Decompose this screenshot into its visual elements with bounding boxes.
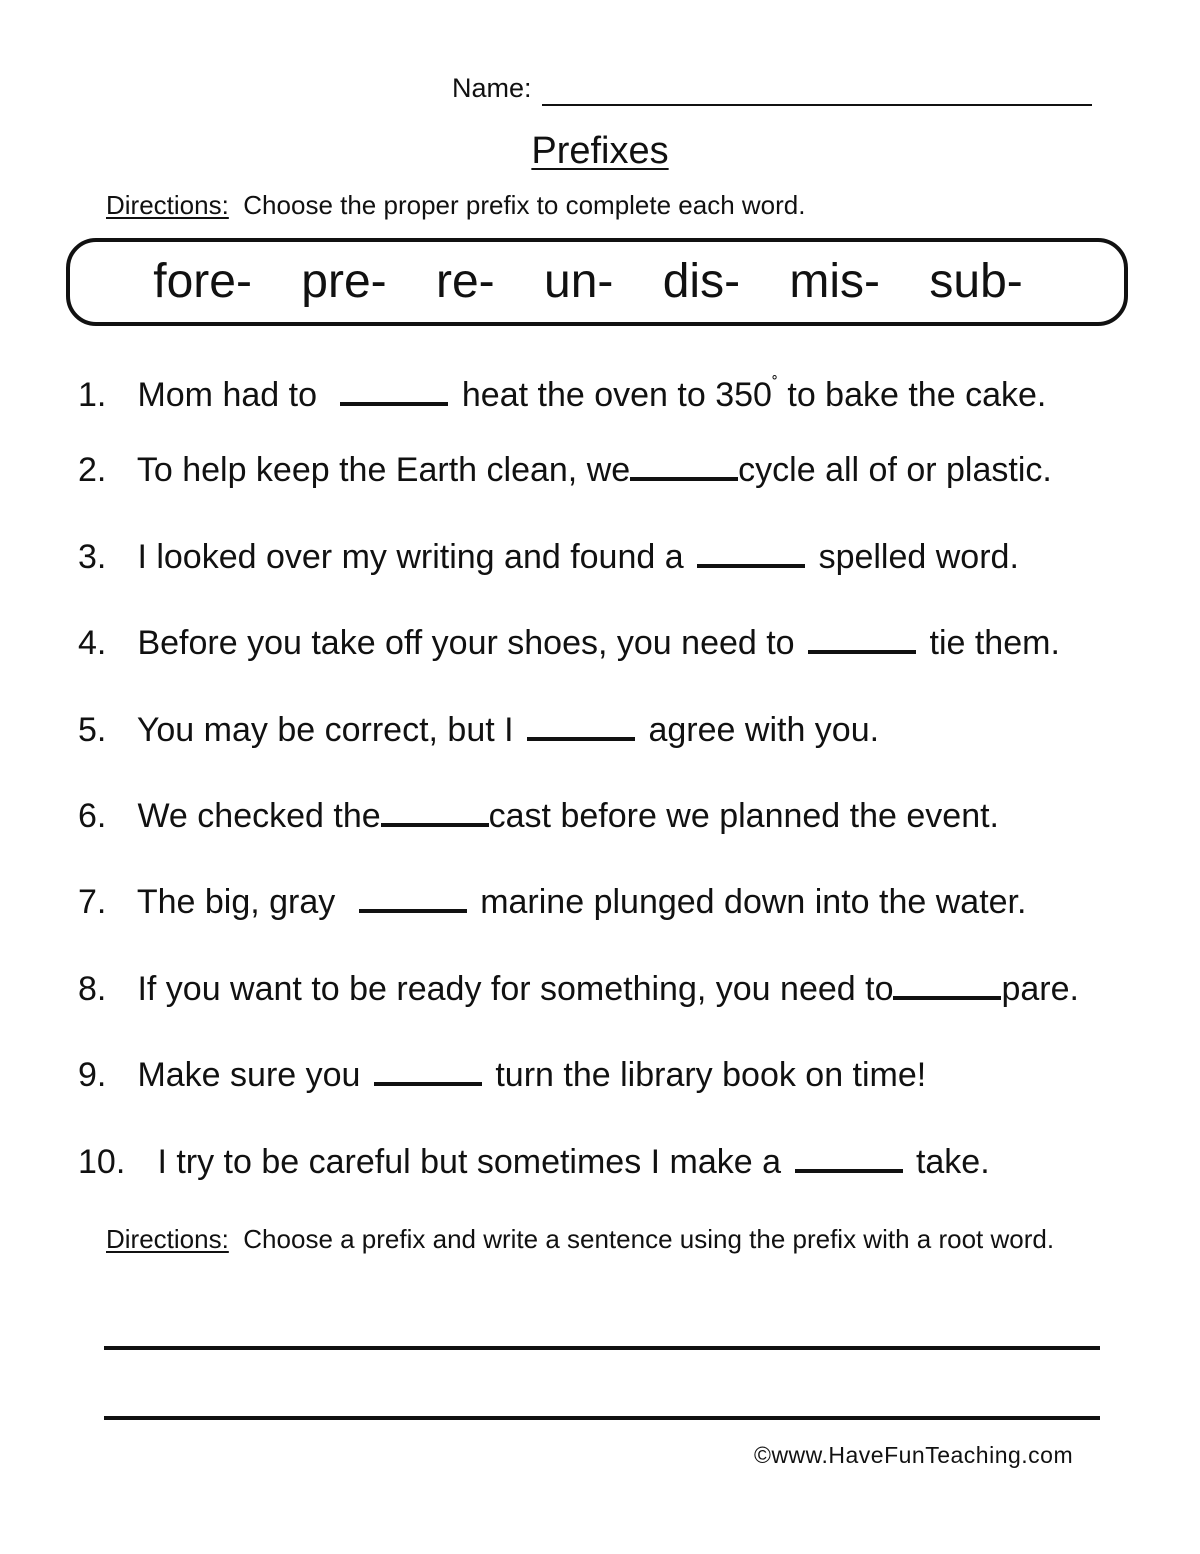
- question-text-after: tie them.: [929, 624, 1060, 662]
- question-1: [78, 362, 1046, 417]
- question-number: 7.: [78, 883, 107, 921]
- answer-blank[interactable]: [808, 622, 916, 654]
- question-text-after: take.: [915, 1143, 990, 1181]
- prefix-item: mis-: [789, 255, 881, 308]
- sentence-line-2[interactable]: [104, 1416, 1100, 1420]
- prefix-list: [70, 254, 1124, 310]
- prefix-item: fore-: [153, 255, 252, 308]
- sentence-line-1[interactable]: [104, 1346, 1100, 1350]
- directions-bottom-label: Directions:: [106, 1224, 229, 1254]
- question-3: [78, 535, 1019, 579]
- question-number: 2.: [78, 451, 107, 489]
- question-text-after: cycle all of or plastic.: [738, 451, 1052, 489]
- question-5: [78, 708, 879, 752]
- question-text-after: heat the oven to 350: [461, 376, 772, 414]
- prefix-item: sub-: [929, 255, 1023, 308]
- prefix-item: pre-: [301, 255, 387, 308]
- question-text-before: Make sure you: [137, 1056, 361, 1094]
- question-text-before: Before you take off your shoes, you need to: [137, 624, 795, 662]
- question-text-before: I try to be careful but sometimes I make a: [157, 1143, 782, 1181]
- question-8: [78, 967, 1079, 1011]
- question-text-after-2: to bake the cake.: [777, 376, 1047, 414]
- answer-blank[interactable]: [340, 374, 448, 406]
- question-text-after: cast before we planned the event.: [488, 797, 999, 835]
- directions-top: [106, 188, 1066, 222]
- question-number: 8.: [78, 970, 107, 1008]
- answer-blank[interactable]: [795, 1141, 903, 1173]
- question-text-before: The big, gray: [136, 883, 336, 921]
- question-number: 3.: [78, 538, 107, 576]
- question-4: [78, 621, 1060, 665]
- directions-top-label: Directions:: [106, 190, 229, 220]
- directions-top-text: Choose the proper prefix to complete each word.: [243, 190, 806, 220]
- question-text-before: If you want to be ready for something, you need to: [137, 970, 894, 1008]
- prefix-word-bank: [66, 238, 1128, 326]
- question-number: 4.: [78, 624, 107, 662]
- question-number: 1.: [78, 376, 107, 414]
- question-number: 9.: [78, 1056, 107, 1094]
- question-9: [78, 1053, 926, 1097]
- page-title: [0, 128, 1200, 174]
- question-text-after: spelled word.: [818, 538, 1019, 576]
- answer-blank[interactable]: [630, 449, 738, 481]
- question-text-before: You may be correct, but I: [136, 711, 514, 749]
- answer-blank[interactable]: [697, 536, 805, 568]
- question-text-after: turn the library book on time!: [495, 1056, 927, 1094]
- footer-copyright: ©www.HaveFunTeaching.com: [754, 1442, 1074, 1468]
- answer-blank[interactable]: [359, 881, 467, 913]
- question-7: [78, 880, 1026, 924]
- question-text-after: marine plunged down into the water.: [480, 883, 1027, 921]
- prefix-item: re-: [435, 255, 495, 308]
- question-text-after: pare.: [1001, 970, 1079, 1008]
- prefix-item: dis-: [662, 255, 741, 308]
- page-title-text: Prefixes: [531, 130, 669, 172]
- directions-bottom-text: Choose a prefix and write a sentence using the prefix with a root word.: [243, 1224, 1055, 1254]
- question-text-after: agree with you.: [648, 711, 880, 749]
- question-text-before: We checked the: [137, 797, 381, 835]
- name-field-row: [452, 70, 1092, 106]
- question-2: [78, 448, 1052, 492]
- question-10: [78, 1140, 990, 1184]
- name-label: Name:: [452, 73, 532, 103]
- answer-blank[interactable]: [381, 795, 489, 827]
- question-text-before: I looked over my writing and found a: [137, 538, 684, 576]
- question-text-before: Mom had to: [137, 376, 317, 414]
- answer-blank[interactable]: [893, 968, 1001, 1000]
- question-number: 6.: [78, 797, 107, 835]
- question-text-before: To help keep the Earth clean, we: [136, 451, 631, 489]
- answer-blank[interactable]: [374, 1054, 482, 1086]
- name-line[interactable]: [542, 74, 1092, 106]
- answer-blank[interactable]: [527, 709, 635, 741]
- directions-bottom: [106, 1222, 1066, 1256]
- prefix-item: un-: [544, 255, 614, 308]
- question-6: [78, 794, 999, 838]
- degree-symbol: ˚: [771, 374, 778, 394]
- question-number: 5.: [78, 711, 107, 749]
- question-number: 10.: [78, 1143, 126, 1181]
